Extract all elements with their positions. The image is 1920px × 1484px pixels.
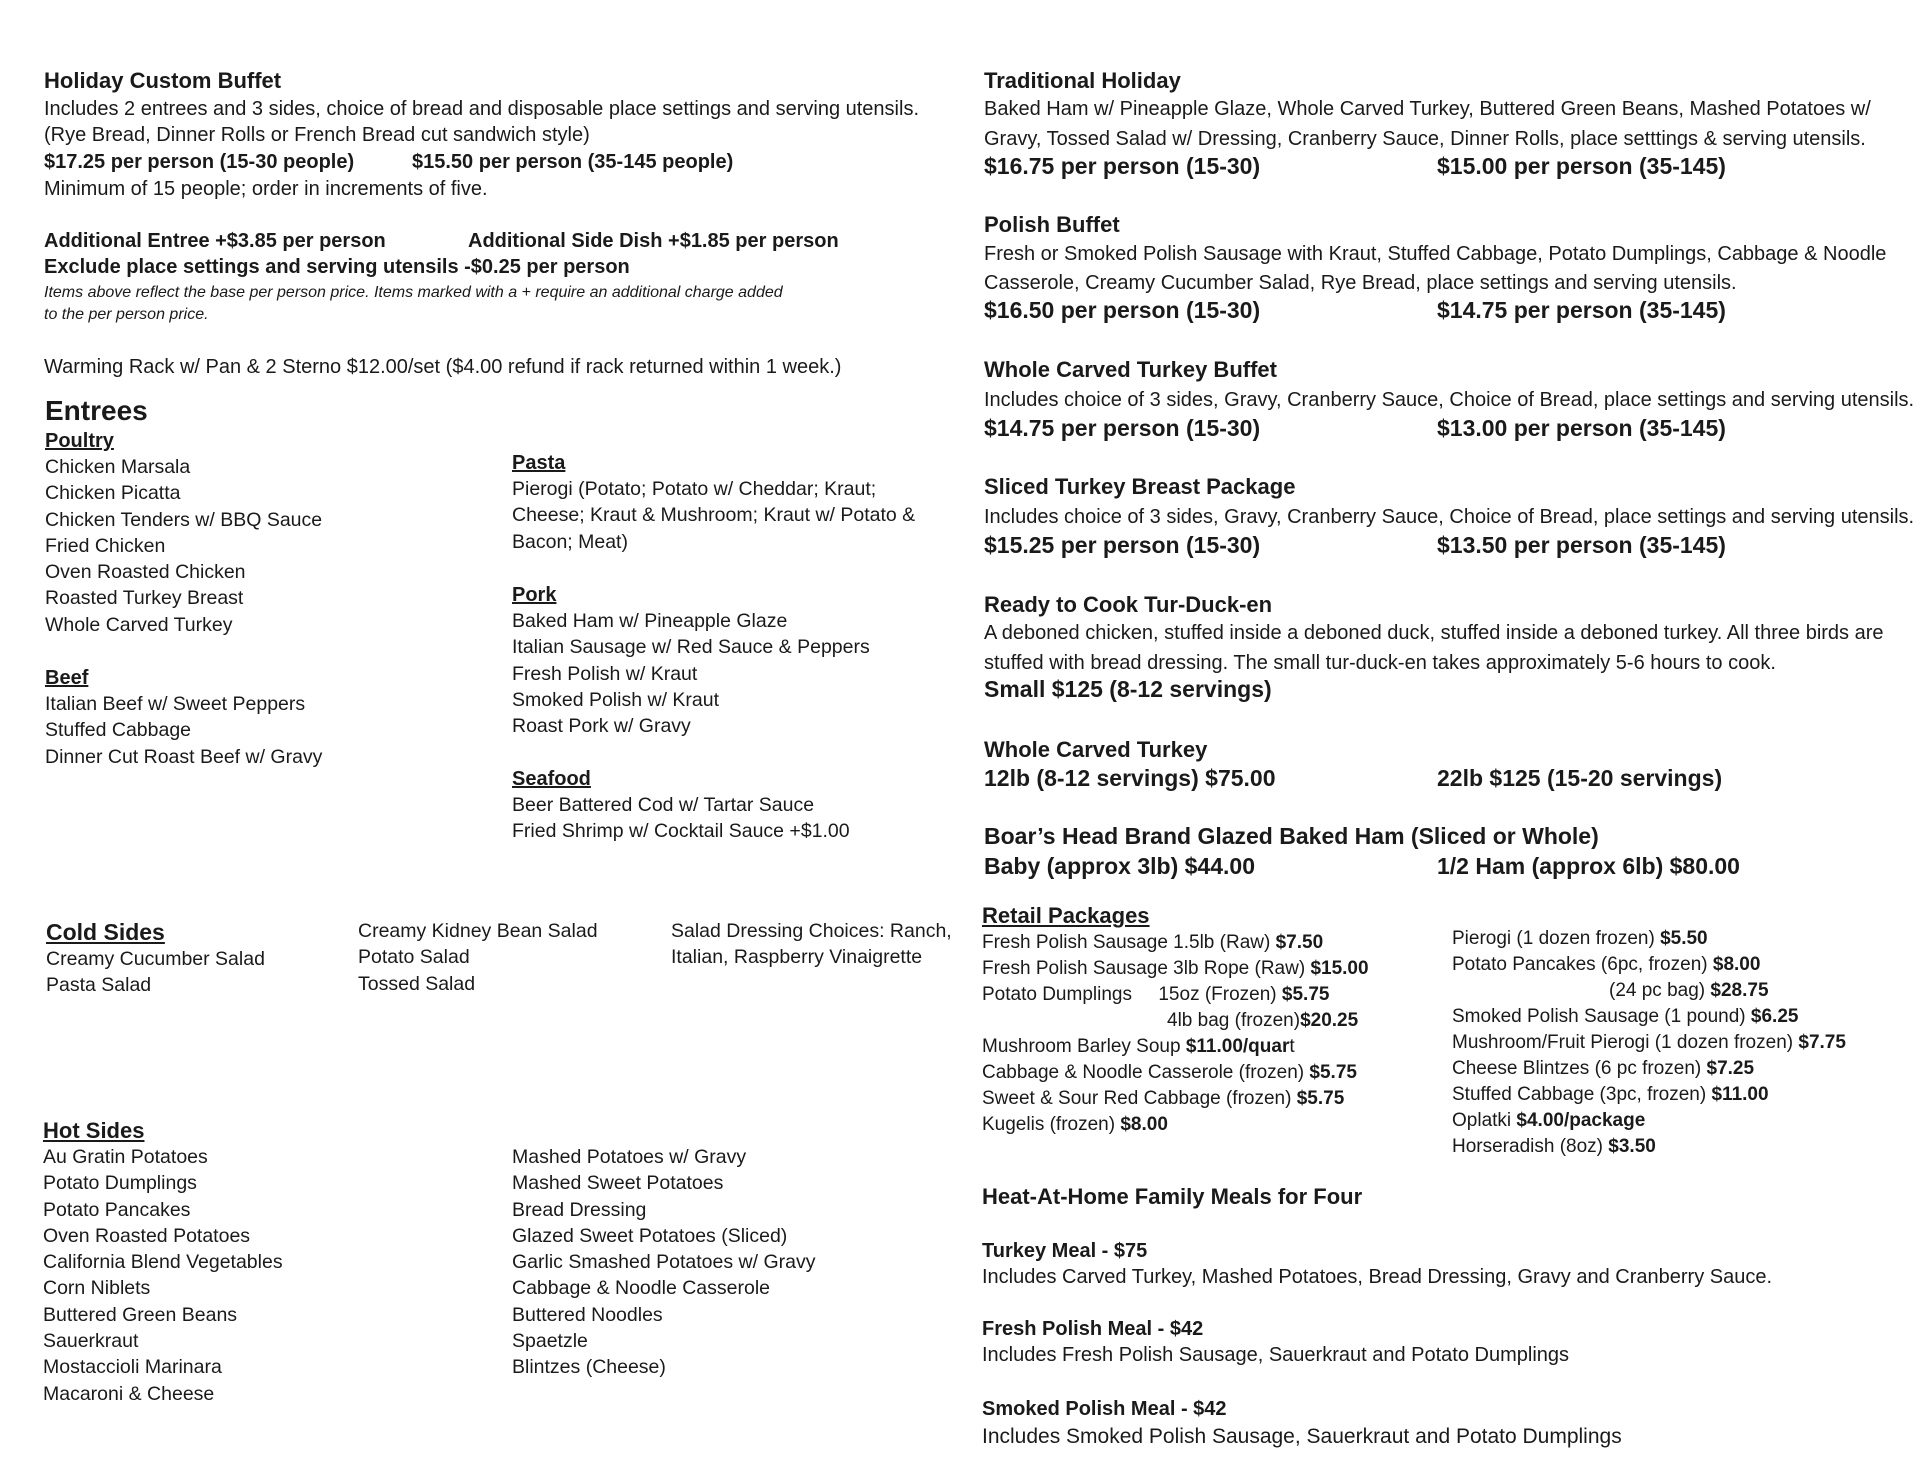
list-item: Whole Carved Turkey [45,613,233,636]
list-item: Chicken Picatta [45,482,181,505]
list-item: Bread Dressing [512,1198,647,1221]
ham-title: Boar’s Head Brand Glazed Baked Ham (Sliced or Whole) [984,823,1599,849]
retail-item: Mushroom/Fruit Pierogi (1 dozen frozen) $7.75 [1452,1032,1846,1053]
list-item: Fried Chicken [45,534,166,557]
list-item: Pasta Salad [46,974,152,997]
entrees-title: Entrees [45,395,148,426]
hot-sides-list-1 [43,1144,283,1407]
fresh-polish-meal: Fresh Polish Meal - $42 [982,1318,1204,1340]
sliced-turkey-desc: Includes choice of 3 sides, Gravy, Cranberry Sauce, Choice of Bread, place settings and serving utensils. [984,506,1915,528]
list-item: Macaroni & Cheese [43,1382,215,1405]
traditional-price-large: $15.00 per person (35-145) [1437,153,1726,179]
fresh-polish-meal-desc: Includes Fresh Polish Sausage, Sauerkraut and Potato Dumplings [982,1344,1570,1366]
retail-list-right [1452,926,1846,1160]
list-item: Roasted Turkey Breast [45,587,244,610]
whole-turkey-title: Whole Carved Turkey [984,737,1208,762]
smoked-polish-meal-desc: Includes Smoked Polish Sausage, Sauerkraut and Potato Dumplings [982,1425,1622,1448]
sliced-turkey-title: Sliced Turkey Breast Package [984,474,1296,499]
poultry-heading: Poultry [45,430,114,452]
whole-turkey-price-large: 22lb $125 (15-20 servings) [1437,765,1723,791]
retail-item: Kugelis (frozen) $8.00 [982,1114,1168,1135]
custom-buffet-minimum: Minimum of 15 people; order in increments of five. [44,178,488,200]
retail-item: Fresh Polish Sausage 1.5lb (Raw) $7.50 [982,932,1324,953]
list-item: Baked Ham w/ Pineapple Glaze [512,610,788,632]
list-item: Chicken Tenders w/ BBQ Sauce [45,508,323,531]
retail-heading: Retail Packages [982,903,1150,928]
list-item: Dinner Cut Roast Beef w/ Gravy [45,745,323,768]
cold-sides-col-2 [358,918,598,997]
pork-list [512,608,870,739]
list-item: Corn Niblets [43,1277,151,1300]
retail-item: Cheese Blintzes (6 pc frozen) $7.25 [1452,1058,1755,1079]
price-note-1: Items above reflect the base per person price. Items marked with a + require an additional charge added [44,284,783,301]
family-meals-title: Heat-At-Home Family Meals for Four [982,1184,1363,1209]
polish-desc-1: Fresh or Smoked Polish Sausage with Kraut, Stuffed Cabbage, Potato Dumplings, Cabbage & Noodle [984,243,1887,265]
retail-item: Mushroom Barley Soup $11.00/quart [982,1036,1295,1057]
whole-turkey-price-small: 12lb (8-12 servings) $75.00 [984,765,1276,791]
custom-buffet-desc-2: (Rye Bread, Dinner Rolls or French Bread cut sandwich style) [44,124,590,146]
list-item: Italian, Raspberry Vinaigrette [671,946,923,969]
beef-heading: Beef [45,667,89,689]
turkey-buffet-price-small: $14.75 per person (15-30) [984,415,1261,441]
warming-rack: Warming Rack w/ Pan & 2 Sterno $12.00/set ($4.00 refund if rack returned within 1 week.) [44,356,842,378]
turkey-buffet-desc: Includes choice of 3 sides, Gravy, Cranberry Sauce, Choice of Bread, place settings and serving utensils. [984,389,1915,411]
retail-item: 4lb bag (frozen)$20.25 [1167,1010,1359,1031]
list-item: Buttered Noodles [512,1303,663,1326]
list-item: Potato Salad [358,946,470,969]
custom-buffet-price-large: $15.50 per person (35-145 people) [412,151,734,173]
hot-sides-col-1 [43,1118,283,1407]
list-item: Fresh Polish w/ Kraut [512,662,698,685]
traditional-desc-1: Baked Ham w/ Pineapple Glaze, Whole Carved Turkey, Buttered Green Beans, Mashed Potatoes w/ [984,98,1871,120]
ham-price-large: 1/2 Ham (approx 6lb) $80.00 [1437,853,1740,879]
list-item: Oven Roasted Potatoes [43,1224,251,1247]
seafood-heading: Seafood [512,768,591,790]
retail-item: Smoked Polish Sausage (1 pound) $6.25 [1452,1006,1799,1027]
retail-item: Stuffed Cabbage (3pc, frozen) $11.00 [1452,1084,1769,1105]
list-item: Oven Roasted Chicken [45,561,246,584]
polish-title: Polish Buffet [984,212,1120,237]
list-item: Smoked Polish w/ Kraut [512,688,720,711]
seafood-section [512,766,850,845]
list-item: California Blend Vegetables [43,1251,283,1274]
list-item: Roast Pork w/ Gravy [512,715,691,738]
pasta-heading: Pasta [512,452,566,474]
turkey-buffet-price-large: $13.00 per person (35-145) [1437,415,1726,441]
retail-item: Pierogi (1 dozen frozen) $5.50 [1452,928,1708,949]
list-item: Potato Dumplings [43,1172,197,1195]
polish-price-large: $14.75 per person (35-145) [1437,297,1726,323]
list-item: Glazed Sweet Potatoes (Sliced) [512,1224,788,1247]
list-item: Mashed Potatoes w/ Gravy [512,1146,747,1168]
retail-item: Fresh Polish Sausage 3lb Rope (Raw) $15.00 [982,958,1369,979]
pork-heading: Pork [512,584,557,606]
list-item: Fried Shrimp w/ Cocktail Sauce +$1.00 [512,820,850,843]
list-item: Pierogi (Potato; Potato w/ Cheddar; Kraut; [512,478,877,500]
list-item: Tossed Salad [358,972,476,995]
sliced-turkey-price-large: $13.50 per person (35-145) [1437,532,1726,558]
retail-item: Potato Dumplings 15oz (Frozen) $5.75 [982,984,1330,1005]
retail-item: (24 pc bag) $28.75 [1609,980,1769,1001]
list-item: Beer Battered Cod w/ Tartar Sauce [512,794,815,816]
poultry-list [45,454,322,638]
price-note-2: to the per person price. [44,306,209,323]
retail-item: Potato Pancakes (6pc, frozen) $8.00 [1452,954,1761,975]
custom-buffet-price-small: $17.25 per person (15-30 people) [44,151,355,173]
additional-entree: Additional Entree +$3.85 per person [44,230,386,252]
beef-list [45,691,322,770]
beef-section [45,665,322,770]
cold-sides-col-1 [46,918,265,999]
custom-buffet-desc-1: Includes 2 entrees and 3 sides, choice of bread and disposable place settings and serving utensils. [44,98,919,120]
polish-desc-2: Casserole, Creamy Cucumber Salad, Rye Bread, place settings and serving utensils. [984,272,1737,294]
sliced-turkey-price-small: $15.25 per person (15-30) [984,532,1261,558]
turkey-buffet-title: Whole Carved Turkey Buffet [984,357,1277,382]
turkey-meal-desc: Includes Carved Turkey, Mashed Potatoes, Bread Dressing, Gravy and Cranberry Sauce. [982,1266,1773,1288]
cold-sides-col-3 [671,918,952,971]
traditional-desc-2: Gravy, Tossed Salad w/ Dressing, Cranberry Sauce, Dinner Rolls, place setttings & serving utensils. [984,128,1866,150]
list-item: Potato Pancakes [43,1198,191,1221]
hot-sides-heading: Hot Sides [43,1118,145,1143]
list-item: Bacon; Meat) [512,530,628,553]
list-item: Cheese; Kraut & Mushroom; Kraut w/ Potato & [512,504,916,527]
list-item: Salad Dressing Choices: Ranch, [671,920,952,942]
ham-price-small: Baby (approx 3lb) $44.00 [984,853,1255,879]
polish-price-small: $16.50 per person (15-30) [984,297,1261,323]
list-item: Au Gratin Potatoes [43,1146,208,1168]
list-item: Chicken Marsala [45,456,191,478]
retail-list-left [982,930,1369,1138]
traditional-title: Traditional Holiday [984,68,1181,93]
list-item: Sauerkraut [43,1330,139,1353]
pasta-list [512,476,915,555]
retail-item: Horseradish (8oz) $3.50 [1452,1136,1656,1157]
turducken-desc-1: A deboned chicken, stuffed inside a deboned duck, stuffed inside a deboned turkey. All three birds are [984,622,1884,644]
list-item: Creamy Kidney Bean Salad [358,920,598,942]
list-item: Creamy Cucumber Salad [46,948,265,970]
seafood-list [512,792,850,845]
list-item: Mostaccioli Marinara [43,1356,222,1379]
list-item: Cabbage & Noodle Casserole [512,1277,770,1300]
retail-item: Oplatki $4.00/package [1452,1110,1646,1131]
turducken-price: Small $125 (8-12 servings) [984,676,1272,702]
hot-sides-col-2 [512,1144,815,1381]
list-item: Spaetzle [512,1330,588,1353]
retail-item: Cabbage & Noodle Casserole (frozen) $5.75 [982,1062,1357,1083]
additional-side: Additional Side Dish +$1.85 per person [468,230,839,252]
list-item: Mashed Sweet Potatoes [512,1172,724,1195]
pasta-section [512,450,915,555]
list-item: Garlic Smashed Potatoes w/ Gravy [512,1251,816,1274]
cold-sides-list-1 [46,946,265,999]
custom-buffet-title: Holiday Custom Buffet [44,68,282,93]
pork-section [512,582,870,739]
retail-item: Sweet & Sour Red Cabbage (frozen) $5.75 [982,1088,1345,1109]
list-item: Italian Sausage w/ Red Sauce & Peppers [512,636,870,659]
list-item: Stuffed Cabbage [45,719,192,742]
smoked-polish-meal: Smoked Polish Meal - $42 [982,1398,1227,1420]
list-item: Blintzes (Cheese) [512,1356,666,1379]
list-item: Italian Beef w/ Sweet Peppers [45,693,306,715]
turducken-desc-2: stuffed with bread dressing. The small tur-duck-en takes approximately 5-6 hours to cook. [984,652,1776,674]
cold-sides-heading: Cold Sides [46,919,165,945]
traditional-price-small: $16.75 per person (15-30) [984,153,1261,179]
list-item: Buttered Green Beans [43,1303,238,1326]
turducken-title: Ready to Cook Tur-Duck-en [984,592,1273,617]
turkey-meal-name: Turkey Meal - $75 [982,1240,1148,1262]
poultry-section [45,428,322,638]
exclude-settings: Exclude place settings and serving utensils -$0.25 per person [44,256,630,278]
